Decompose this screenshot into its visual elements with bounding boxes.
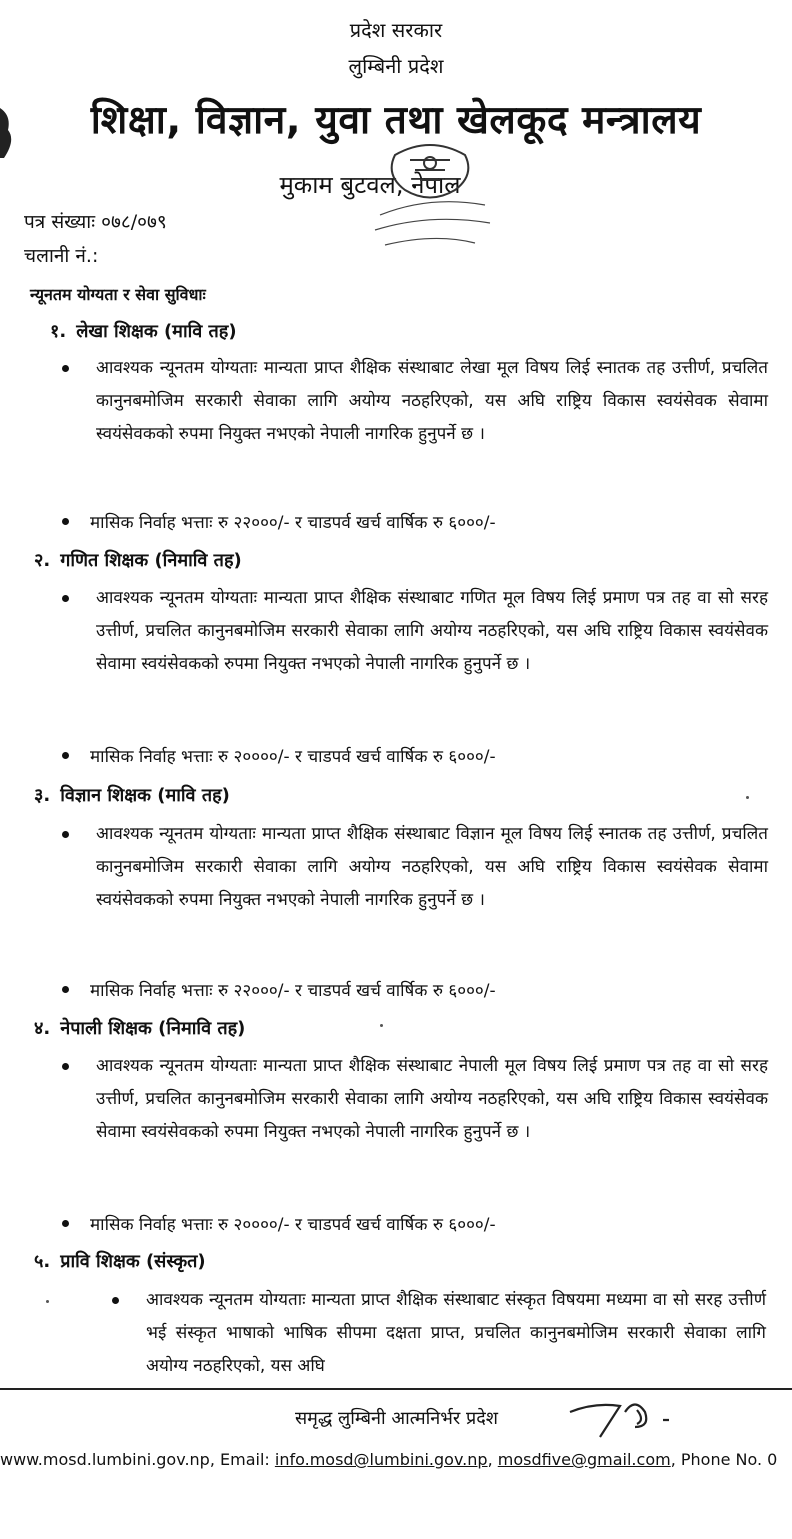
post-title: गणित शिक्षक (निमावि तह) — [60, 550, 242, 571]
qualification-text: आवश्यक न्यूनतम योग्यताः मान्यता प्राप्त शैक्षिक संस्थाबाट नेपाली मूल विषय लिई प्रमाण पत्र तह वा सो सरह उत्तीर्ण, प्रचलित कानुनबमोजिम सरकारी सेवाका लागि अयोग्य नठहरिएको, यस अघि राष्ट्रिय विकास स्वयंसेवक सेवामा स्वयंसेवकको रुपमा नियुक्त नभएको नेपाली नागरिक हुनुपर्ने छ । — [96, 1056, 768, 1142]
bullet-icon — [62, 831, 69, 838]
qualification-item — [96, 1050, 768, 1149]
qualification-text: आवश्यक न्यूनतम योग्यताः मान्यता प्राप्त शैक्षिक संस्थाबाट विज्ञान मूल विषय लिई स्नातक तह उत्तीर्ण, प्रचलित कानुनबमोजिम सरकारी सेवाका लागि अयोग्य नठहरिएको, यस अघि राष्ट्रिय विकास स्वयंसेवक सेवामा स्वयंसेवकको रुपमा नियुक्त नभएको नेपाली नागरिक हुनुपर्ने छ । — [96, 824, 768, 910]
post-number: २. — [34, 550, 51, 571]
post-title: विज्ञान शिक्षक (मावि तह) — [60, 785, 230, 806]
signature-icon — [565, 1392, 685, 1442]
section-title: न्यूनतम योग्यता र सेवा सुविधाः — [30, 285, 206, 304]
bullet-icon — [62, 518, 69, 525]
stipend-text: मासिक निर्वाह भत्ताः रु २००००/- र चाडपर्व खर्च वार्षिक रु ६०००/- — [90, 747, 496, 767]
post-number: ४. — [34, 1018, 51, 1039]
bullet-icon — [62, 1063, 69, 1070]
post-number: ५. — [34, 1251, 51, 1272]
footer-slogan: समृद्ध लुम्बिनी आत्मनिर्भर प्रदेश — [295, 1408, 499, 1429]
post-heading-4 — [34, 1016, 245, 1040]
stipend-text: मासिक निर्वाह भत्ताः रु २००००/- र चाडपर्व खर्च वार्षिक रु ६०००/- — [90, 1215, 496, 1235]
dispatch-number: चलानी नं.: — [24, 245, 99, 267]
footer-divider — [0, 1388, 792, 1390]
qualification-item — [96, 582, 768, 681]
website-link[interactable]: www.mosd.lumbini.gov.np — [0, 1450, 210, 1469]
header-ministry: शिक्षा, विज्ञान, युवा तथा खेलकूद मन्त्रालय — [90, 98, 702, 143]
bullet-icon — [62, 752, 69, 759]
stipend-item — [90, 978, 496, 1001]
letter-number: पत्र संख्याः ०७८/०७९ — [24, 211, 167, 233]
bullet-icon — [62, 986, 69, 993]
scan-speck — [46, 1300, 49, 1303]
scan-speck — [746, 796, 749, 799]
bullet-icon — [62, 1220, 69, 1227]
header-location: मुकाम बुटवल, नेपाल — [279, 171, 461, 199]
official-stamp-icon — [355, 135, 505, 260]
post-number: ३. — [34, 785, 51, 806]
post-number: १. — [50, 321, 67, 342]
bullet-icon — [112, 1297, 119, 1304]
qualification-item — [146, 1284, 766, 1383]
post-heading-3 — [34, 783, 230, 807]
qualification-text: आवश्यक न्यूनतम योग्यताः मान्यता प्राप्त शैक्षिक संस्थाबाट लेखा मूल विषय लिई स्नातक तह उत्तीर्ण, प्रचलित कानुनबमोजिम सरकारी सेवाका लागि अयोग्य नठहरिएको, यस अघि राष्ट्रिय विकास स्वयंसेवक सेवामा स्वयंसेवकको रुपमा नियुक्त नभएको नेपाली नागरिक हुनुपर्ने छ । — [96, 358, 768, 444]
post-heading-2 — [34, 548, 242, 572]
header-province: लुम्बिनी प्रदेश — [348, 54, 444, 78]
header-government: प्रदेश सरकार — [349, 18, 443, 42]
qualification-item — [96, 818, 768, 917]
post-title: प्रावि शिक्षक (संस्कृत) — [60, 1251, 206, 1272]
post-heading-1 — [50, 319, 237, 343]
stipend-text: मासिक निर्वाह भत्ताः रु २२०००/- र चाडपर्व खर्च वार्षिक रु ६०००/- — [90, 513, 496, 533]
footer-contact — [0, 1450, 777, 1469]
email-link-secondary[interactable]: mosdfive@gmail.com — [497, 1450, 671, 1469]
scan-speck — [380, 1024, 383, 1027]
phone-label: , Phone No. 0 — [670, 1450, 778, 1469]
post-title: लेखा शिक्षक (मावि तह) — [76, 321, 237, 342]
post-heading-5 — [34, 1249, 206, 1273]
email-separator: , — [487, 1450, 498, 1469]
qualification-item — [96, 352, 768, 451]
email-link-primary[interactable]: info.mosd@lumbini.gov.np — [274, 1450, 488, 1469]
stipend-item — [90, 510, 496, 533]
post-title: नेपाली शिक्षक (निमावि तह) — [60, 1018, 246, 1039]
stipend-item — [90, 1212, 496, 1235]
qualification-text: आवश्यक न्यूनतम योग्यताः मान्यता प्राप्त शैक्षिक संस्थाबाट संस्कृत विषयमा मध्यमा वा सो सरह उत्तीर्ण भई संस्कृत भाषाको भाषिक सीपमा दक्षता प्राप्त, प्रचलित कानुनबमोजिम सरकारी सेवाका लागि अयोग्य नठहरिएको, यस अघि — [146, 1290, 766, 1376]
bullet-icon — [62, 595, 69, 602]
email-label: , Email: — [209, 1450, 275, 1469]
bullet-icon — [62, 365, 69, 372]
qualification-text: आवश्यक न्यूनतम योग्यताः मान्यता प्राप्त शैक्षिक संस्थाबाट गणित मूल विषय लिई प्रमाण पत्र तह वा सो सरह उत्तीर्ण, प्रचलित कानुनबमोजिम सरकारी सेवाका लागि अयोग्य नठहरिएको, यस अघि राष्ट्रिय विकास स्वयंसेवक सेवामा स्वयंसेवकको रुपमा नियुक्त नभएको नेपाली नागरिक हुनुपर्ने छ । — [96, 588, 768, 674]
stipend-text: मासिक निर्वाह भत्ताः रु २२०००/- र चाडपर्व खर्च वार्षिक रु ६०००/- — [90, 981, 496, 1001]
stipend-item — [90, 744, 496, 767]
